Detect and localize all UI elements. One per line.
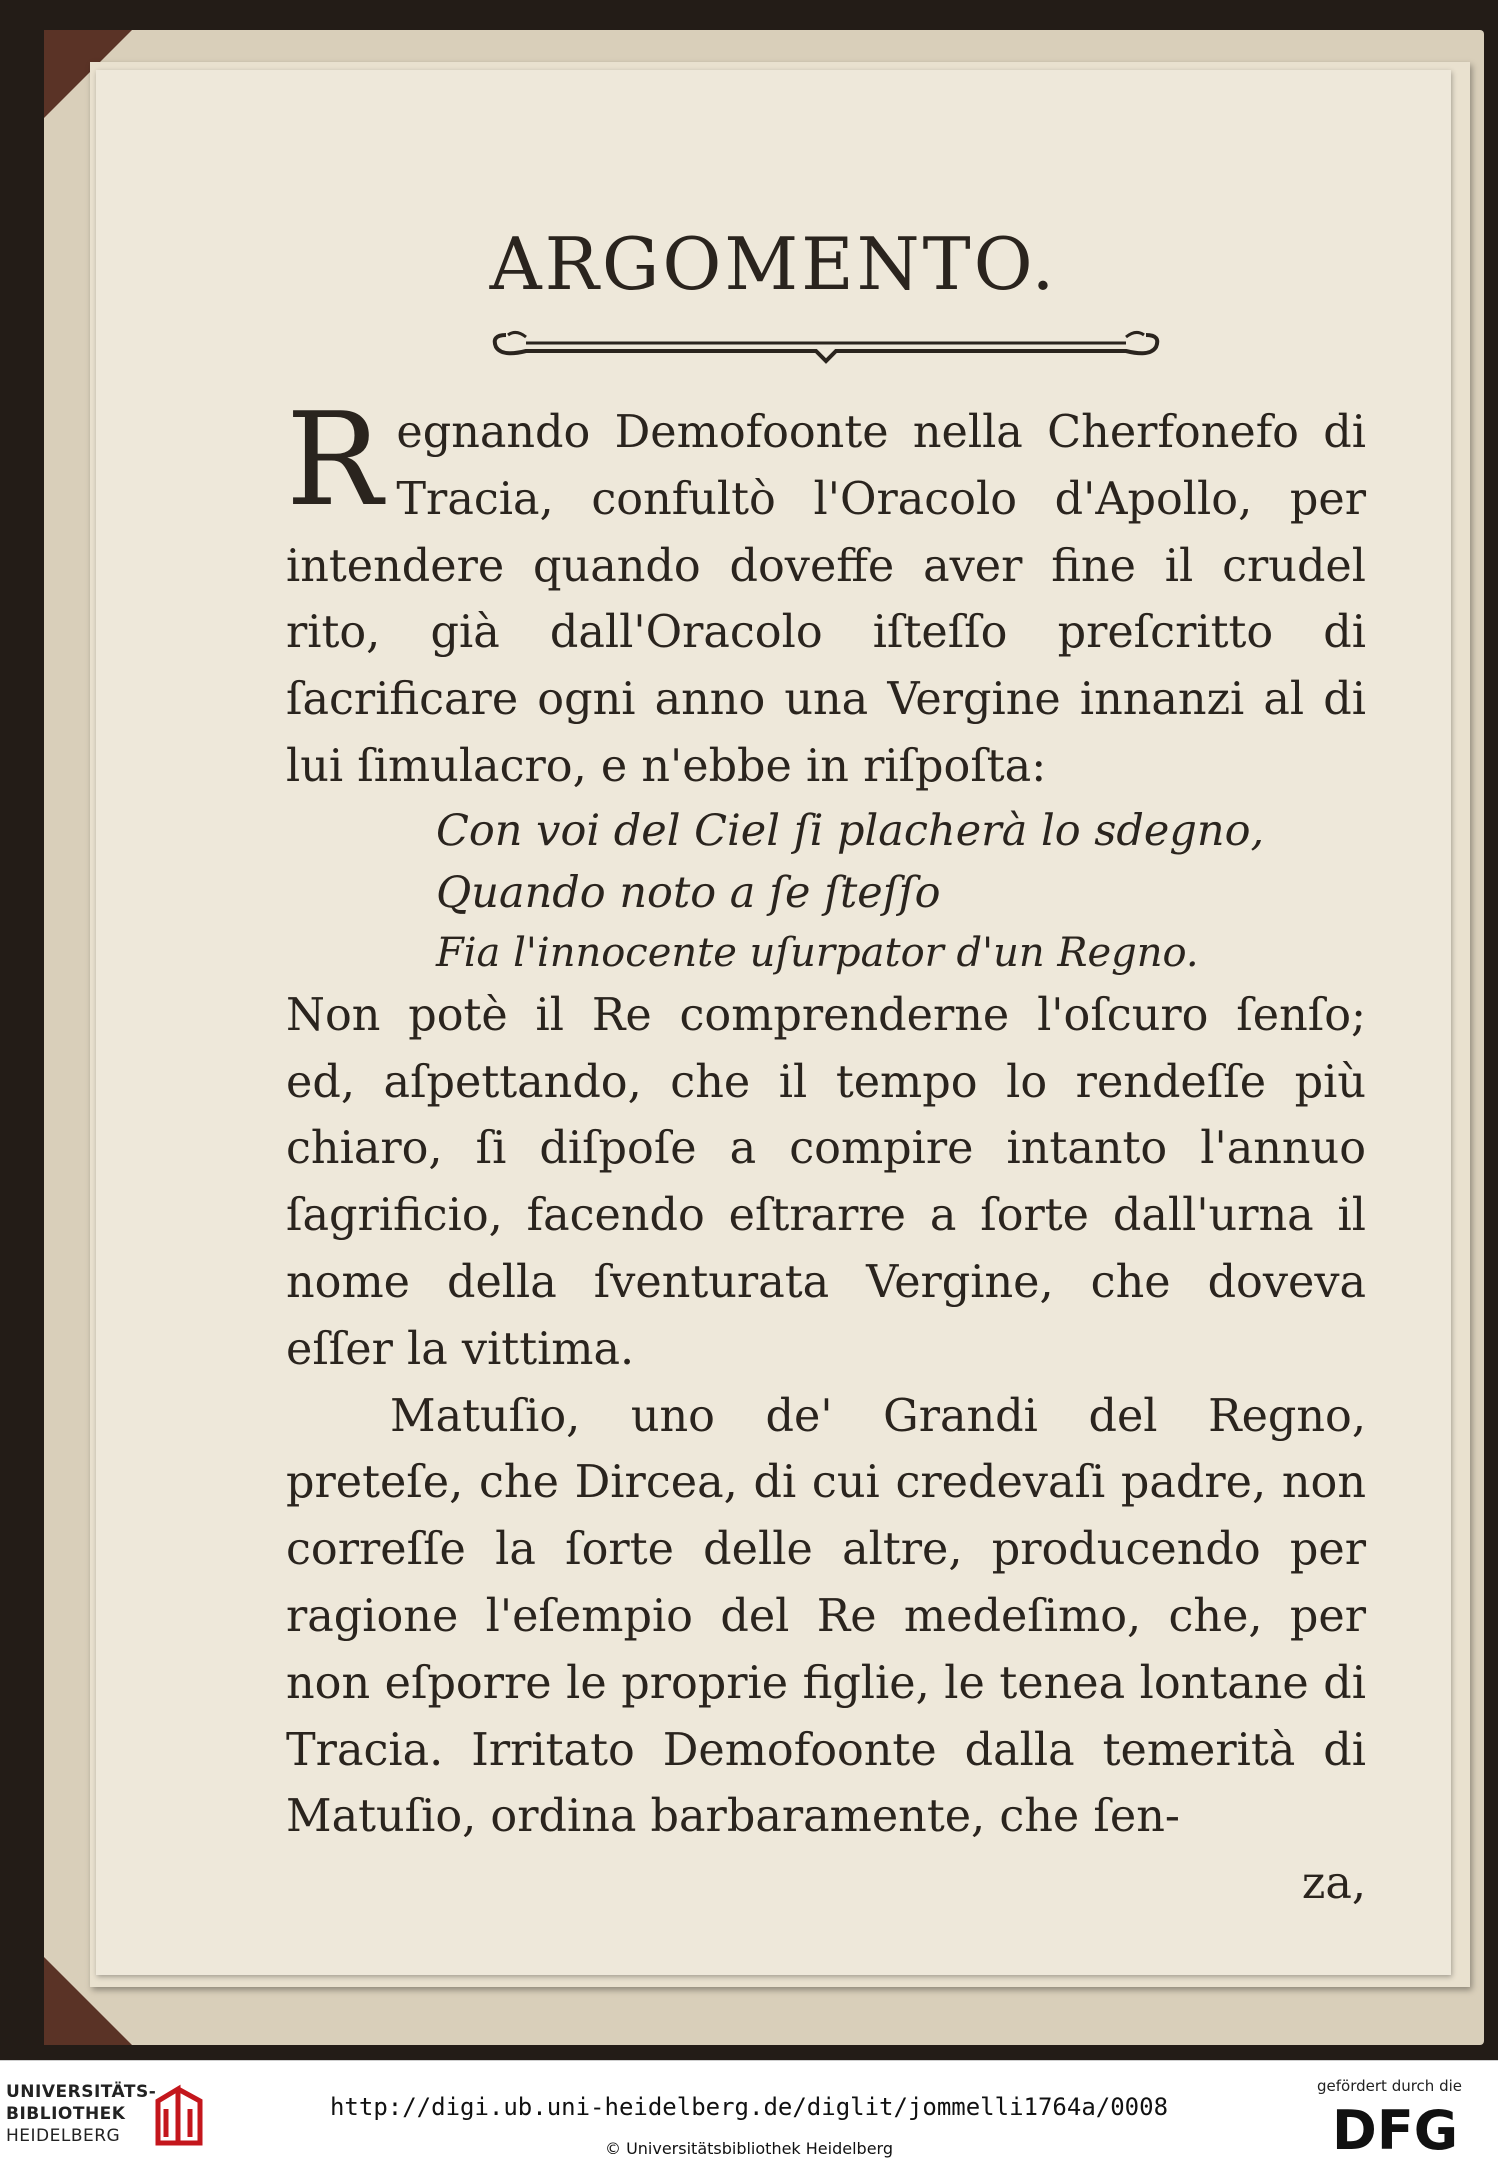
catchword: za, [1301,1858,1366,1910]
paragraph-1-text: egnando Demofoonte nella Cherfonefo di Tracia, confultò l'Oracolo d'Apollo, per intendere quando doveffe aver fine il crudel rito, già dall'Oracolo iſteſſo preſcritto di ſacrificare ogni anno una Vergine innanzi al di lui ſimulacro, e n'ebbe in riſpoſta: [286,407,1366,792]
verse-line: Fia l'innocente uſurpator d'un Regno. [436,929,1199,976]
viewer-footer [0,2060,1498,2171]
library-line: BIBLIOTHEK [6,2104,126,2124]
drop-cap: R [286,386,383,535]
paragraph-1 [286,386,1366,801]
page-body [286,386,1366,1918]
permalink-url[interactable]: http://digi.ub.uni-heidelberg.de/diglit/jommelli1764a/0008 [329,2093,1169,2121]
library-line: HEIDELBERG [6,2126,121,2146]
dfg-logo-text: DFG [1332,2099,1459,2157]
paragraph-3: Matuſio, uno de' Grandi del Regno, preteſe, che Dircea, di cui credevaſi padre, non correſſe la ſorte delle altre, producendo per ragione l'eſempio del Re medeſimo, che, per non eſporre le proprie figlie, le tenea lontane di Tracia. Irritato Demofoonte dalla temerità di Matuſio, ordina barbaramente, che ſen- [286,1390,1366,1843]
book-page [96,70,1451,1975]
verse-line: Quando noto a ſe ſteſſo [436,867,941,918]
library-line: UNIVERSITÄTS- [6,2082,157,2102]
dfg-logo-icon[interactable] [1332,2099,1462,2157]
ornament-rule-icon [486,315,1166,365]
copyright-notice: © Universitätsbibliothek Heidelberg [604,2139,893,2158]
oracle-verse [286,801,1366,983]
funding-label: gefördert durch die [1317,2077,1462,2095]
paragraph-2: Non potè il Re comprenderne l'oſcuro ſenſo; ed, aſpettando, che il tempo lo rendeſſe più chiaro, ſi diſpoſe a compire intanto l'annuo ſagrificio, facendo eſtrarre a ſorte dall'urna il nome della ſventurata Vergine, che doveva eſſer la vittima. [286,989,1366,1375]
verse-line: Con voi del Ciel ſi placherà lo sdegno, [436,805,1265,856]
page-heading: ARGOMENTO. [489,222,1058,306]
